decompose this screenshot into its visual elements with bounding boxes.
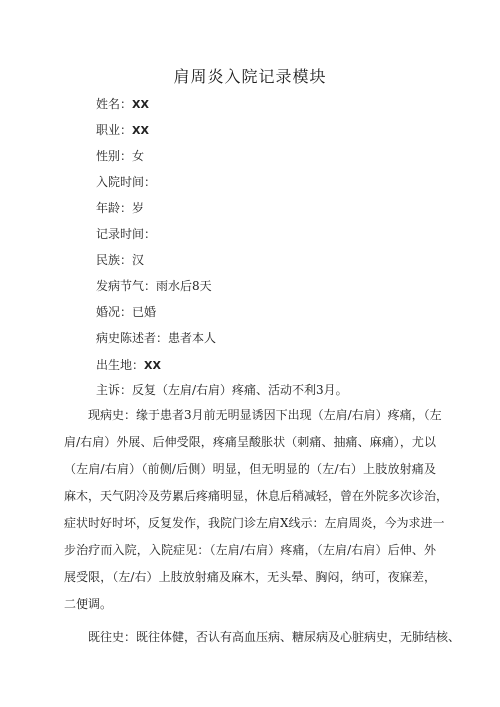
field-label: 民族： (96, 253, 133, 267)
field-marital-status (96, 304, 156, 320)
chief-complaint: 主诉：反复（左肩/右肩）疼痛、活动不利3月。 (96, 383, 348, 397)
paragraph-line: 现病史：缘于患者3月前无明显诱因下出现（左肩/右肩）疼痛，（左 (88, 408, 442, 422)
field-label: 性别： (96, 149, 133, 163)
field-label: 婚况： (96, 305, 133, 319)
paragraph-line: （左肩/右肩）（前侧/后侧）明显，但无明显的（左/右）上肢放射痛及 (64, 462, 436, 476)
paragraph-line: 步治疗而入院，入院症见：（左肩/右肩）疼痛，（左肩/右肩）后伸、外 (64, 543, 436, 557)
field-age (96, 200, 144, 216)
field-label: 病史陈述者： (96, 331, 169, 345)
field-label: 记录时间： (96, 227, 157, 241)
paragraph-line: 既往史：既往体健，否认有高血压病、糖尿病及心脏病史，无肺结核、 (88, 630, 461, 644)
paragraph-line: 肩/右肩）外展、后伸受限，疼痛呈酸胀状（刺痛、抽痛、麻痛），尤以 (64, 435, 436, 449)
paragraph-line: 麻木，天气阴冷及劳累后疼痛明显，休息后稍减轻，曾在外院多次诊治， (64, 489, 449, 503)
field-onset-solar-term (96, 278, 212, 294)
field-record-time (96, 226, 156, 242)
field-birthplace (96, 357, 161, 374)
field-label: 职业： (96, 123, 133, 137)
field-occupation (96, 122, 149, 139)
past-history-paragraph (64, 624, 461, 651)
field-label: 发病节气： (96, 279, 157, 293)
field-name (96, 96, 149, 113)
field-gender (96, 148, 144, 164)
field-history-narrator (96, 330, 216, 346)
field-admission-time (96, 174, 156, 190)
field-label: 出生地： (96, 358, 145, 372)
present-illness-paragraph (64, 402, 449, 618)
field-label: 入院时间： (96, 175, 157, 189)
field-value: 女 (132, 149, 145, 163)
field-value: 已婚 (132, 305, 157, 319)
field-label: 姓名： (96, 97, 133, 111)
field-label: 年龄： (96, 201, 133, 215)
document-title: 肩周炎入院记录模块 (173, 67, 327, 86)
field-ethnicity (96, 252, 144, 268)
field-value: 雨水后8天 (156, 279, 212, 293)
field-value: XX (132, 98, 149, 111)
paragraph-line: 展受限，（左/右）上肢放射痛及麻木，无头晕、胸闷，纳可，夜寐差， (64, 570, 436, 584)
field-value: XX (144, 359, 161, 372)
field-value: 汉 (132, 253, 145, 267)
paragraph-line: 二便调。 (64, 597, 113, 611)
field-value: 岁 (132, 201, 145, 215)
field-value: XX (132, 124, 149, 137)
field-value: 患者本人 (168, 331, 217, 345)
paragraph-line: 症状时好时坏，反复发作，我院门诊左肩X线示：左肩周炎，今为求进一 (64, 516, 445, 530)
